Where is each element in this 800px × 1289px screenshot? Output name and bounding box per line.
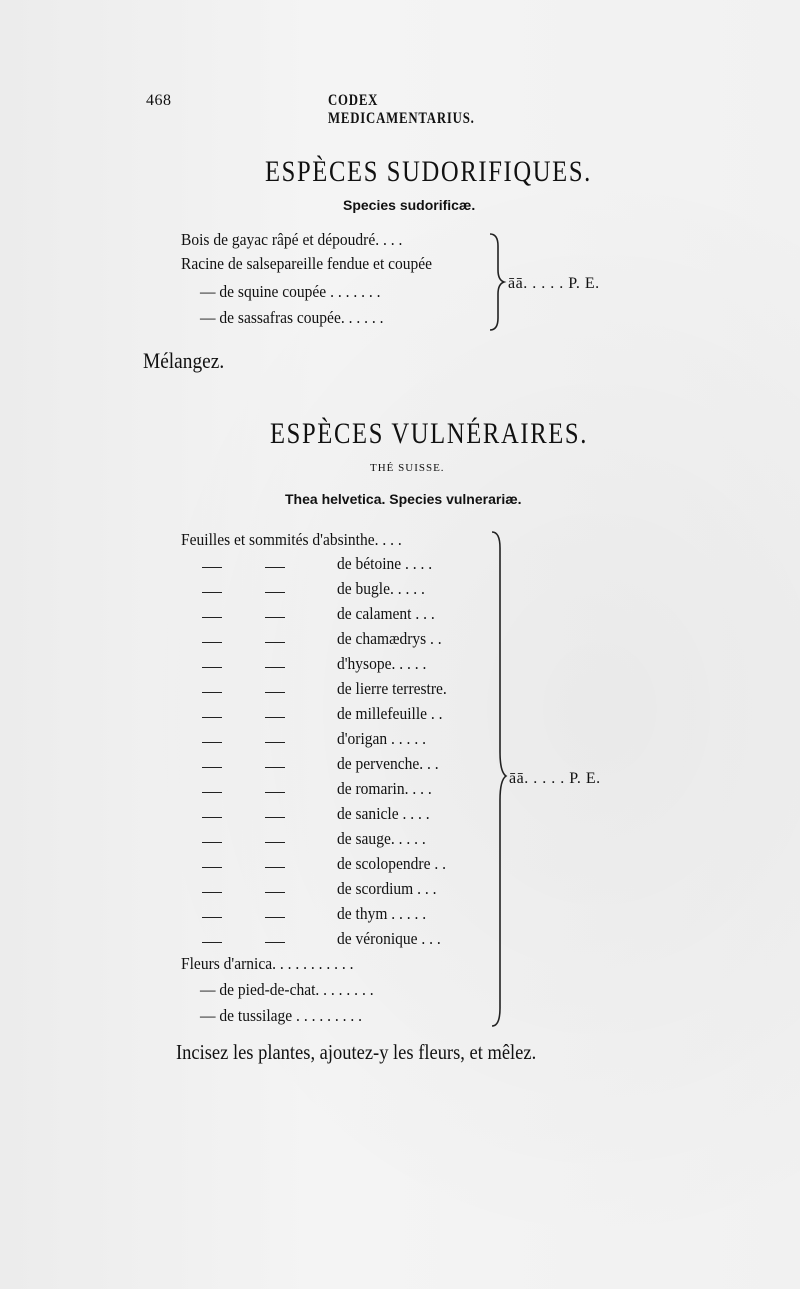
section-subtitle-sudorifiques: Species sudorificæ.: [343, 197, 476, 213]
ditto-dash: [265, 892, 285, 893]
ingredient-line: Bois de gayac râpé et dépoudré. . . .: [181, 230, 403, 249]
ingredient-line: de chamædrys . .: [337, 629, 442, 648]
ingredient-line: de scolopendre . .: [337, 854, 446, 873]
ingredient-line: de sanicle . . . .: [337, 804, 430, 823]
ditto-dash: [265, 692, 285, 693]
grouping-brace: [488, 232, 508, 332]
ditto-dash: [202, 642, 222, 643]
ditto-dash: [202, 717, 222, 718]
ingredient-line: de calament . . .: [337, 604, 435, 623]
grouping-brace: [490, 530, 510, 1030]
ingredient-line: d'hysope. . . . .: [337, 654, 427, 673]
quantity-label: āā. . . . . P. E.: [509, 770, 601, 787]
ditto-dash: [202, 767, 222, 768]
section-subtitle-caps: THÉ SUISSE.: [370, 462, 445, 474]
ditto-dash: [202, 942, 222, 943]
ingredient-line: de lierre terrestre.: [337, 679, 447, 698]
instruction-text: Incisez les plantes, ajoutez-y les fleurs, et mêlez.: [176, 1040, 537, 1064]
ditto-dash: [202, 867, 222, 868]
running-title: CODEX MEDICAMENTARIUS.: [328, 92, 475, 127]
ditto-dash: [202, 917, 222, 918]
ditto-dash: [265, 642, 285, 643]
ditto-dash: [265, 617, 285, 618]
instruction-text: Mélangez.: [143, 348, 225, 373]
section-title-sudorifiques: ESPÈCES SUDORIFIQUES.: [265, 155, 592, 188]
ditto-dash: [265, 767, 285, 768]
ingredient-line: Racine de salsepareille fendue et coupée: [181, 254, 433, 273]
ingredient-line: — de tussilage . . . . . . . . .: [200, 1006, 362, 1025]
ditto-dash: [265, 942, 285, 943]
ditto-dash: [202, 592, 222, 593]
ditto-dash: [265, 742, 285, 743]
ingredient-line: — de pied-de-chat. . . . . . . .: [200, 980, 374, 999]
ditto-dash: [202, 667, 222, 668]
quantity-label: āā. . . . . P. E.: [508, 275, 600, 292]
ditto-dash: [202, 892, 222, 893]
ingredient-line: de bétoine . . . .: [337, 554, 433, 573]
ditto-dash: [265, 667, 285, 668]
section-title-vulneraires: ESPÈCES VULNÉRAIRES.: [270, 417, 589, 450]
ingredient-line: de thym . . . . .: [337, 904, 427, 923]
ingredient-line: de romarin. . . .: [337, 779, 432, 798]
ditto-dash: [265, 867, 285, 868]
ditto-dash: [202, 792, 222, 793]
ditto-dash: [265, 792, 285, 793]
ingredient-line: de bugle. . . . .: [337, 579, 425, 598]
ditto-dash: [202, 617, 222, 618]
ingredient-line: Feuilles et sommités d'absinthe. . . .: [181, 530, 402, 549]
ditto-dash: [202, 692, 222, 693]
section-subtitle-vulneraires: Thea helvetica. Species vulnerariæ.: [285, 491, 522, 507]
ingredient-line: de pervenche. . .: [337, 754, 439, 773]
ditto-dash: [265, 717, 285, 718]
ditto-dash: [202, 842, 222, 843]
ingredient-line: de véronique . . .: [337, 929, 441, 948]
ingredient-line: — de sassafras coupée. . . . . .: [200, 308, 384, 327]
ditto-dash: [202, 817, 222, 818]
ingredient-line: d'origan . . . . .: [337, 729, 426, 748]
page-number: 468: [146, 92, 172, 109]
ditto-dash: [265, 817, 285, 818]
ingredient-line: de sauge. . . . .: [337, 829, 426, 848]
ingredient-line: de millefeuille . .: [337, 704, 443, 723]
ditto-dash: [265, 567, 285, 568]
ditto-dash: [265, 592, 285, 593]
ingredient-line: Fleurs d'arnica. . . . . . . . . . .: [181, 954, 354, 973]
ditto-dash: [265, 917, 285, 918]
ingredient-line: — de squine coupée . . . . . . .: [200, 282, 381, 301]
ditto-dash: [202, 742, 222, 743]
ditto-dash: [202, 567, 222, 568]
ingredient-line: de scordium . . .: [337, 879, 437, 898]
ditto-dash: [265, 842, 285, 843]
